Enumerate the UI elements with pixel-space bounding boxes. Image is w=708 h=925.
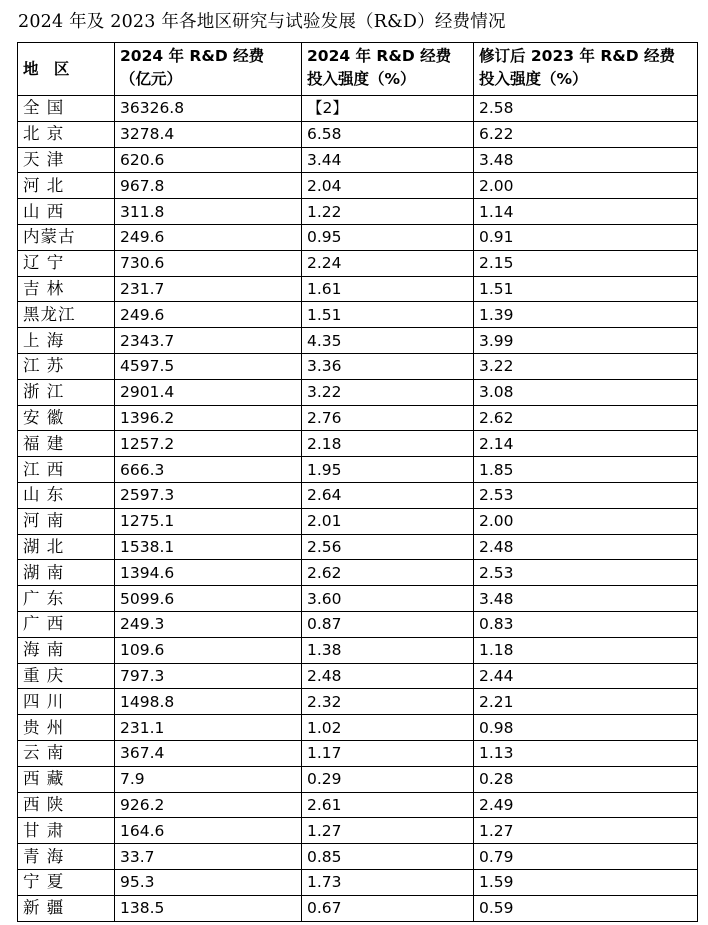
intensity-2024-cell: 1.51: [302, 302, 474, 328]
intensity-2023-cell: 3.22: [474, 353, 698, 379]
intensity-2023-cell: 2.53: [474, 560, 698, 586]
table-row: [18, 353, 698, 379]
region-cell: 江 西: [18, 457, 115, 483]
intensity-2023-cell: 2.14: [474, 431, 698, 457]
expenditure-cell: 367.4: [115, 740, 302, 766]
intensity-2023-cell: 2.15: [474, 250, 698, 276]
intensity-2023-cell: 2.49: [474, 792, 698, 818]
table-row: [18, 895, 698, 921]
expenditure-cell: 109.6: [115, 637, 302, 663]
region-cell: 辽 宁: [18, 250, 115, 276]
region-cell: 福 建: [18, 431, 115, 457]
expenditure-cell: 249.6: [115, 224, 302, 250]
intensity-2024-cell: 2.24: [302, 250, 474, 276]
region-cell: 湖 北: [18, 534, 115, 560]
intensity-2024-cell: 2.56: [302, 534, 474, 560]
intensity-2023-cell: 0.83: [474, 611, 698, 637]
header-line2: 投入强度（%）: [307, 70, 416, 88]
table-row: [18, 379, 698, 405]
intensity-2023-cell: 0.98: [474, 715, 698, 741]
expenditure-cell: 797.3: [115, 663, 302, 689]
table-row: [18, 431, 698, 457]
expenditure-cell: 249.3: [115, 611, 302, 637]
expenditure-cell: 231.7: [115, 276, 302, 302]
intensity-2023-cell: 3.48: [474, 147, 698, 173]
table-row: [18, 844, 698, 870]
table-row: [18, 508, 698, 534]
expenditure-cell: 231.1: [115, 715, 302, 741]
region-cell: 海 南: [18, 637, 115, 663]
region-cell: 新 疆: [18, 895, 115, 921]
intensity-2023-cell: 2.53: [474, 482, 698, 508]
table-row: [18, 302, 698, 328]
region-cell: 重 庆: [18, 663, 115, 689]
region-cell: 上 海: [18, 328, 115, 354]
table-row: [18, 869, 698, 895]
header-line1: 2024 年 R&D 经费: [307, 47, 452, 65]
rd-expenditure-table: [17, 42, 698, 922]
expenditure-cell: 2343.7: [115, 328, 302, 354]
table-header-row: [18, 43, 698, 96]
table-row: [18, 740, 698, 766]
region-cell: 西 藏: [18, 766, 115, 792]
region-cell: 山 西: [18, 199, 115, 225]
table-row: [18, 586, 698, 612]
intensity-2024-cell: 0.67: [302, 895, 474, 921]
region-cell: 宁 夏: [18, 869, 115, 895]
intensity-2023-cell: 2.48: [474, 534, 698, 560]
table-row: [18, 637, 698, 663]
intensity-2023-cell: 2.21: [474, 689, 698, 715]
region-cell: 吉 林: [18, 276, 115, 302]
expenditure-cell: 666.3: [115, 457, 302, 483]
region-cell: 天 津: [18, 147, 115, 173]
intensity-2023-cell: 1.18: [474, 637, 698, 663]
expenditure-cell: 926.2: [115, 792, 302, 818]
intensity-2024-cell: 0.29: [302, 766, 474, 792]
region-cell: 贵 州: [18, 715, 115, 741]
intensity-2024-cell: 2.64: [302, 482, 474, 508]
intensity-2024-cell: 0.95: [302, 224, 474, 250]
header-line1: 修订后 2023 年 R&D 经费: [479, 47, 676, 65]
intensity-2024-cell: 【2】: [302, 96, 474, 122]
table-row: [18, 818, 698, 844]
expenditure-cell: 249.6: [115, 302, 302, 328]
expenditure-cell: 7.9: [115, 766, 302, 792]
table-row: [18, 96, 698, 122]
intensity-2023-cell: 2.62: [474, 405, 698, 431]
table-row: [18, 689, 698, 715]
table-row: [18, 457, 698, 483]
intensity-2024-cell: 2.18: [302, 431, 474, 457]
table-row: [18, 250, 698, 276]
intensity-2024-cell: 2.04: [302, 173, 474, 199]
header-intensity-2023-revised: [474, 43, 698, 96]
expenditure-cell: 138.5: [115, 895, 302, 921]
table-body: [18, 96, 698, 922]
expenditure-cell: 1257.2: [115, 431, 302, 457]
intensity-2023-cell: 2.00: [474, 508, 698, 534]
header-line2: （亿元）: [120, 70, 183, 88]
intensity-2023-cell: 0.59: [474, 895, 698, 921]
region-cell: 全 国: [18, 96, 115, 122]
table-row: [18, 147, 698, 173]
intensity-2024-cell: 3.22: [302, 379, 474, 405]
table-row: [18, 121, 698, 147]
table-row: [18, 173, 698, 199]
region-cell: 广 西: [18, 611, 115, 637]
table-row: [18, 766, 698, 792]
table-row: [18, 199, 698, 225]
intensity-2024-cell: 4.35: [302, 328, 474, 354]
table-row: [18, 560, 698, 586]
region-cell: 甘 肃: [18, 818, 115, 844]
header-expenditure-2024: [115, 43, 302, 96]
intensity-2024-cell: 3.60: [302, 586, 474, 612]
expenditure-cell: 4597.5: [115, 353, 302, 379]
intensity-2023-cell: 3.48: [474, 586, 698, 612]
intensity-2023-cell: 2.44: [474, 663, 698, 689]
expenditure-cell: 33.7: [115, 844, 302, 870]
header-region: [18, 43, 115, 96]
expenditure-cell: 2597.3: [115, 482, 302, 508]
intensity-2024-cell: 2.76: [302, 405, 474, 431]
region-cell: 河 南: [18, 508, 115, 534]
intensity-2024-cell: 1.22: [302, 199, 474, 225]
intensity-2023-cell: 0.91: [474, 224, 698, 250]
intensity-2023-cell: 1.39: [474, 302, 698, 328]
table-row: [18, 534, 698, 560]
table-row: [18, 224, 698, 250]
header-intensity-2024: [302, 43, 474, 96]
intensity-2024-cell: 2.48: [302, 663, 474, 689]
intensity-2024-cell: 1.38: [302, 637, 474, 663]
intensity-2023-cell: 0.28: [474, 766, 698, 792]
intensity-2024-cell: 0.87: [302, 611, 474, 637]
expenditure-cell: 311.8: [115, 199, 302, 225]
expenditure-cell: 3278.4: [115, 121, 302, 147]
intensity-2023-cell: 1.59: [474, 869, 698, 895]
intensity-2024-cell: 1.61: [302, 276, 474, 302]
region-cell: 青 海: [18, 844, 115, 870]
expenditure-cell: 1538.1: [115, 534, 302, 560]
intensity-2023-cell: 2.00: [474, 173, 698, 199]
intensity-2023-cell: 1.27: [474, 818, 698, 844]
expenditure-cell: 1396.2: [115, 405, 302, 431]
table-row: [18, 328, 698, 354]
table-row: [18, 276, 698, 302]
intensity-2024-cell: 1.17: [302, 740, 474, 766]
expenditure-cell: 95.3: [115, 869, 302, 895]
intensity-2024-cell: 1.02: [302, 715, 474, 741]
region-cell: 河 北: [18, 173, 115, 199]
intensity-2024-cell: 2.62: [302, 560, 474, 586]
region-cell: 内蒙古: [18, 224, 115, 250]
expenditure-cell: 164.6: [115, 818, 302, 844]
region-cell: 浙 江: [18, 379, 115, 405]
region-cell: 湖 南: [18, 560, 115, 586]
intensity-2023-cell: 3.99: [474, 328, 698, 354]
region-cell: 江 苏: [18, 353, 115, 379]
intensity-2024-cell: 3.36: [302, 353, 474, 379]
region-cell: 四 川: [18, 689, 115, 715]
intensity-2024-cell: 2.32: [302, 689, 474, 715]
header-line1: 2024 年 R&D 经费: [120, 47, 265, 65]
expenditure-cell: 620.6: [115, 147, 302, 173]
intensity-2024-cell: 1.27: [302, 818, 474, 844]
table-row: [18, 611, 698, 637]
region-cell: 北 京: [18, 121, 115, 147]
region-cell: 安 徽: [18, 405, 115, 431]
table-row: [18, 663, 698, 689]
table-row: [18, 792, 698, 818]
intensity-2023-cell: 0.79: [474, 844, 698, 870]
region-cell: 广 东: [18, 586, 115, 612]
intensity-2023-cell: 1.85: [474, 457, 698, 483]
expenditure-cell: 5099.6: [115, 586, 302, 612]
intensity-2023-cell: 1.13: [474, 740, 698, 766]
expenditure-cell: 967.8: [115, 173, 302, 199]
intensity-2023-cell: 1.14: [474, 199, 698, 225]
intensity-2023-cell: 1.51: [474, 276, 698, 302]
intensity-2023-cell: 6.22: [474, 121, 698, 147]
expenditure-cell: 2901.4: [115, 379, 302, 405]
expenditure-cell: 1275.1: [115, 508, 302, 534]
intensity-2024-cell: 2.61: [302, 792, 474, 818]
expenditure-cell: 36326.8: [115, 96, 302, 122]
region-cell: 云 南: [18, 740, 115, 766]
region-cell: 西 陕: [18, 792, 115, 818]
header-region-label: 地 区: [23, 59, 75, 78]
intensity-2023-cell: 3.08: [474, 379, 698, 405]
intensity-2024-cell: 0.85: [302, 844, 474, 870]
intensity-2024-cell: 1.95: [302, 457, 474, 483]
intensity-2024-cell: 6.58: [302, 121, 474, 147]
region-cell: 山 东: [18, 482, 115, 508]
expenditure-cell: 1498.8: [115, 689, 302, 715]
intensity-2023-cell: 2.58: [474, 96, 698, 122]
intensity-2024-cell: 1.73: [302, 869, 474, 895]
region-cell: 黑龙江: [18, 302, 115, 328]
table-row: [18, 482, 698, 508]
intensity-2024-cell: 2.01: [302, 508, 474, 534]
header-line2: 投入强度（%）: [479, 70, 588, 88]
expenditure-cell: 730.6: [115, 250, 302, 276]
document-title: 2024 年及 2023 年各地区研究与试验发展（R&D）经费情况: [18, 12, 506, 32]
intensity-2024-cell: 3.44: [302, 147, 474, 173]
expenditure-cell: 1394.6: [115, 560, 302, 586]
table-row: [18, 715, 698, 741]
table-row: [18, 405, 698, 431]
